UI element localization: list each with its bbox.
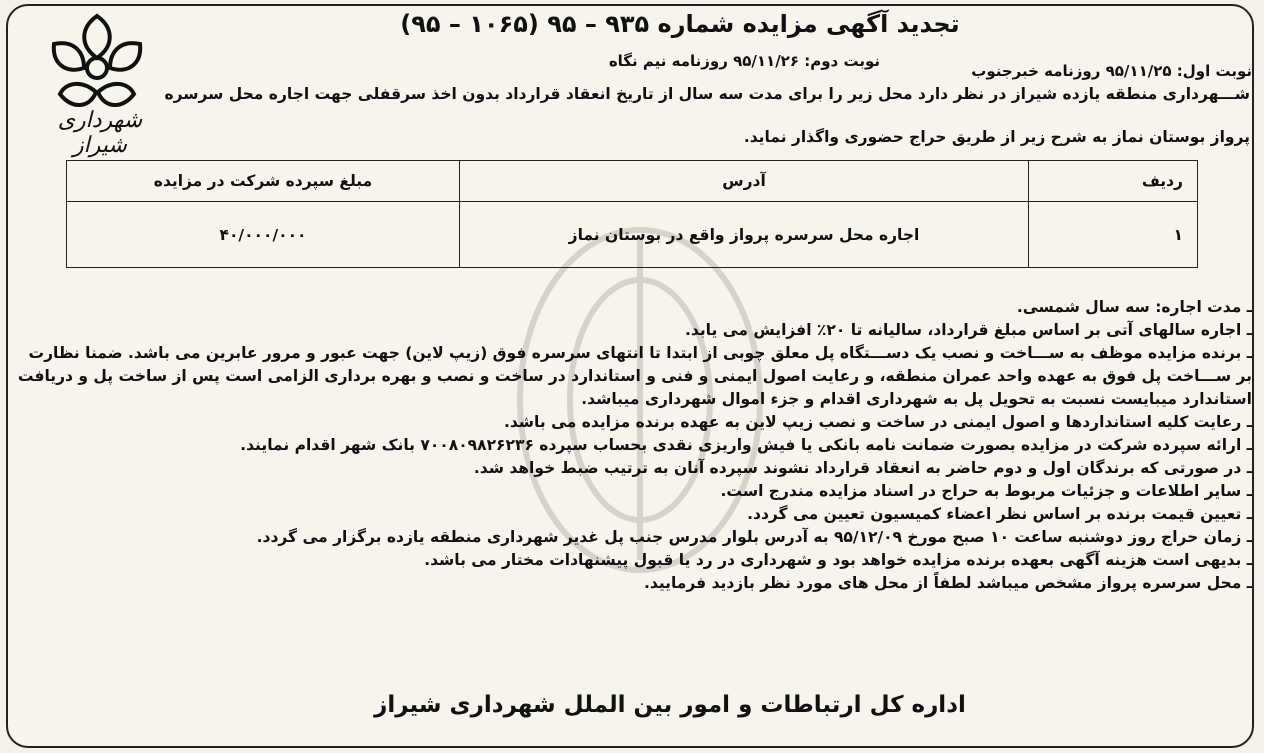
condition-item: ـ ارائه سپرده شرکت در مزایده بصورت ضمانت نامه بانکی یا فیش واریزی نقدی بحساب سپرده ۷۰۰۸۰۹۸۲۶۲۳۶ بانک شهر اقدام نمایند. <box>240 436 1252 454</box>
intro-line-1: شـــهرداری منطقه یازده شیراز در نظر دارد محل زیر را برای مدت سه سال از تاریخ انعقاد قرارداد بدون اخذ سرقفلی جهت اجاره محل سرسره <box>164 85 1250 103</box>
condition-item: ـ در صورتی که برندگان اول و دوم حاضر به انعقاد قرارداد نشوند سپرده آنان به ترتیب ضبط خواهد شد. <box>473 459 1252 477</box>
condition-item: ـ مدت اجاره: سه سال شمسی. <box>1016 298 1252 316</box>
condition-item: ـ زمان حراج روز دوشنبه ساعت ۱۰ صبح مورخ ۹۵/۱۲/۰۹ به آدرس بلوار مدرس جنب پل غدیر شهرداری منطقه یازده برگزار می گردد. <box>256 528 1252 546</box>
condition-item: ـ محل سرسره پرواز مشخص میباشد لطفاً از محل های مورد نظر بازدید فرمایید. <box>643 574 1252 592</box>
cell-address: اجاره محل سرسره پرواز واقع در بوستان نماز <box>460 202 1029 268</box>
header-row-number: ردیف <box>1029 161 1198 202</box>
condition-item: ـ تعیین قیمت برنده بر اساس نظر اعضاء کمیسیون تعیین می گردد. <box>747 505 1252 523</box>
footer-signature: اداره کل ارتباطات و امور بین الملل شهرداری شیراز <box>374 692 966 718</box>
header-address: آدرس <box>460 161 1029 202</box>
header-deposit: مبلغ سپرده شرکت در مزایده <box>67 161 460 202</box>
condition-item: ـ سایر اطلاعات و جزئیات مربوط به حراج در اسناد مزایده مندرج است. <box>720 482 1252 500</box>
condition-item: ـ رعایت کلیه استانداردها و اصول ایمنی در ساخت و نصب زیپ لاین به عهده برنده مزایده می باشد. <box>503 413 1252 431</box>
condition-item: ـ برنده مزایده موظف به ســـاخت و نصب یک دســـتگاه پل معلق چوبی از ابتدا تا انتهای سرسره فوق (زیپ لاین) جهت عبور و مرور عابرین می باشد. ضمنا نظارت <box>28 344 1252 362</box>
first-publication: نوبت اول: ۹۵/۱۱/۲۵ روزنامه خبرجنوب <box>971 62 1252 80</box>
cell-deposit: ۴۰/۰۰۰/۰۰۰ <box>67 202 460 268</box>
condition-item: ـ بدیهی است هزینه آگهی بعهده برنده مزایده خواهد بود و شهرداری در رد یا قبول پیشنهادات مختار می باشد. <box>424 551 1252 569</box>
logo-text: شهرداری شیراز <box>57 108 143 158</box>
conditions-list <box>8 296 1252 595</box>
auction-items-table <box>66 160 1198 268</box>
table-header-row <box>67 161 1198 202</box>
intro-line-2: پرواز بوستان نماز به شرح زیر از طریق حراج حضوری واگذار نماید. <box>743 128 1250 146</box>
cell-row-number: ۱ <box>1029 202 1198 268</box>
table-row <box>67 202 1198 268</box>
page-title: تجدید آگهی مزایده شماره ۹۳۵ – ۹۵ (۱۰۶۵ – ۹۵) <box>400 10 960 38</box>
condition-item: بر ســـاخت پل فوق به عهده واحد عمران منطقه، و رعایت اصول ایمنی و فنی و استاندارد در ساخت و نصب و بهره برداری الزامی است پس از ساخت پل و دریافت <box>17 367 1252 385</box>
second-publication: نوبت دوم: ۹۵/۱۱/۲۶ روزنامه نیم نگاه <box>608 52 880 70</box>
condition-item: استاندارد میبایست نسبت به تحویل پل به شهرداری اقدام و جزء اموال شهرداری میباشد. <box>581 390 1252 408</box>
condition-item: ـ اجاره سالهای آتی بر اساس مبلغ قرارداد، سالیانه تا ۲۰٪ افزایش می یابد. <box>685 321 1252 339</box>
